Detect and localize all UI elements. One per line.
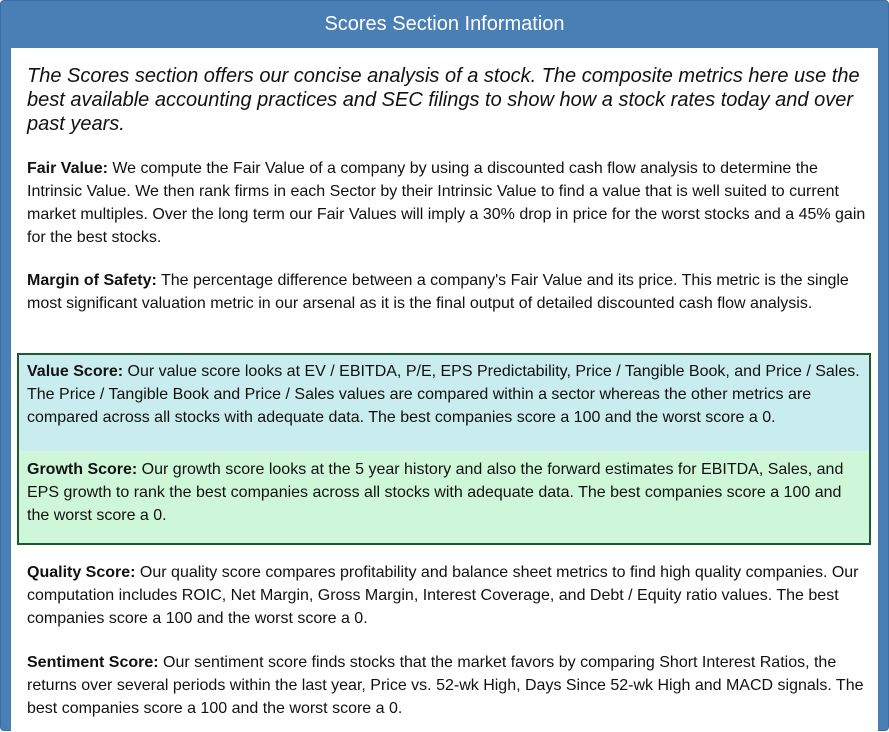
value-score-section (19, 355, 869, 451)
margin-of-safety-text: The percentage difference between a company's Fair Value and its price. This metric is the single most significant valuation metric in our arsenal as it is the final output of detailed discounted cash flow analysis. (27, 272, 849, 312)
sentiment-score-section (27, 651, 872, 720)
quality-score-text: Our quality score compares profitability and balance sheet metrics to find high quality companies. Our computation includes ROIC, Net Margin, Gross Margin, Interest Coverage, and Debt / Equity ratio values. The best companies score a 100 and the worst score a 0. (27, 564, 859, 627)
value-score-text: Our value score looks at EV / EBITDA, P/E, EPS Predictability, Price / Tangible Book, and Price / Sales. The Price / Tangible Book and Price / Sales values are compared within a sector whereas the other metrics are compared across all stocks with adequate data. The best companies score a 100 and the worst score a 0. (27, 363, 860, 426)
panel-content (11, 48, 878, 732)
quality-score-section (27, 561, 872, 630)
growth-score-term: Growth Score: (27, 461, 138, 478)
intro-text: The Scores section offers our concise analysis of a stock. The composite metrics here use the best available accounting practices and SEC filings to show how a stock rates today and over past years. (27, 65, 860, 135)
quality-score-term: Quality Score: (27, 564, 136, 581)
sentiment-score-text: Our sentiment score finds stocks that the market favors by comparing Short Interest Ratios, the returns over several periods within the last year, Price vs. 52-wk High, Days Since 52-wk High and MACD signals. The best companies score a 100 and the worst score a 0. (27, 654, 864, 717)
value-score-term: Value Score: (27, 363, 124, 380)
growth-score-section (19, 451, 869, 543)
sentiment-score-term: Sentiment Score: (27, 654, 159, 671)
panel-title: Scores Section Information (324, 13, 565, 35)
fair-value-text: We compute the Fair Value of a company by using a discounted cash flow analysis to determine the Intrinsic Value. We then rank firms in each Sector by their Intrinsic Value to find a value that is well suited to current market multiples. Over the long term our Fair Values will imply a 30% drop in price for the worst stocks and a 45% gain for the best stocks. (27, 160, 866, 246)
margin-of-safety-section (27, 269, 872, 315)
fair-value-term: Fair Value: (27, 160, 108, 177)
highlighted-scores-box (17, 353, 871, 545)
margin-of-safety-term: Margin of Safety: (27, 272, 157, 289)
fair-value-section (27, 157, 872, 249)
growth-score-text: Our growth score looks at the 5 year history and also the forward estimates for EBITDA, Sales, and EPS growth to rank the best companies across all stocks with adequate data. The best companies score a 100 and the worst score a 0. (27, 461, 844, 524)
